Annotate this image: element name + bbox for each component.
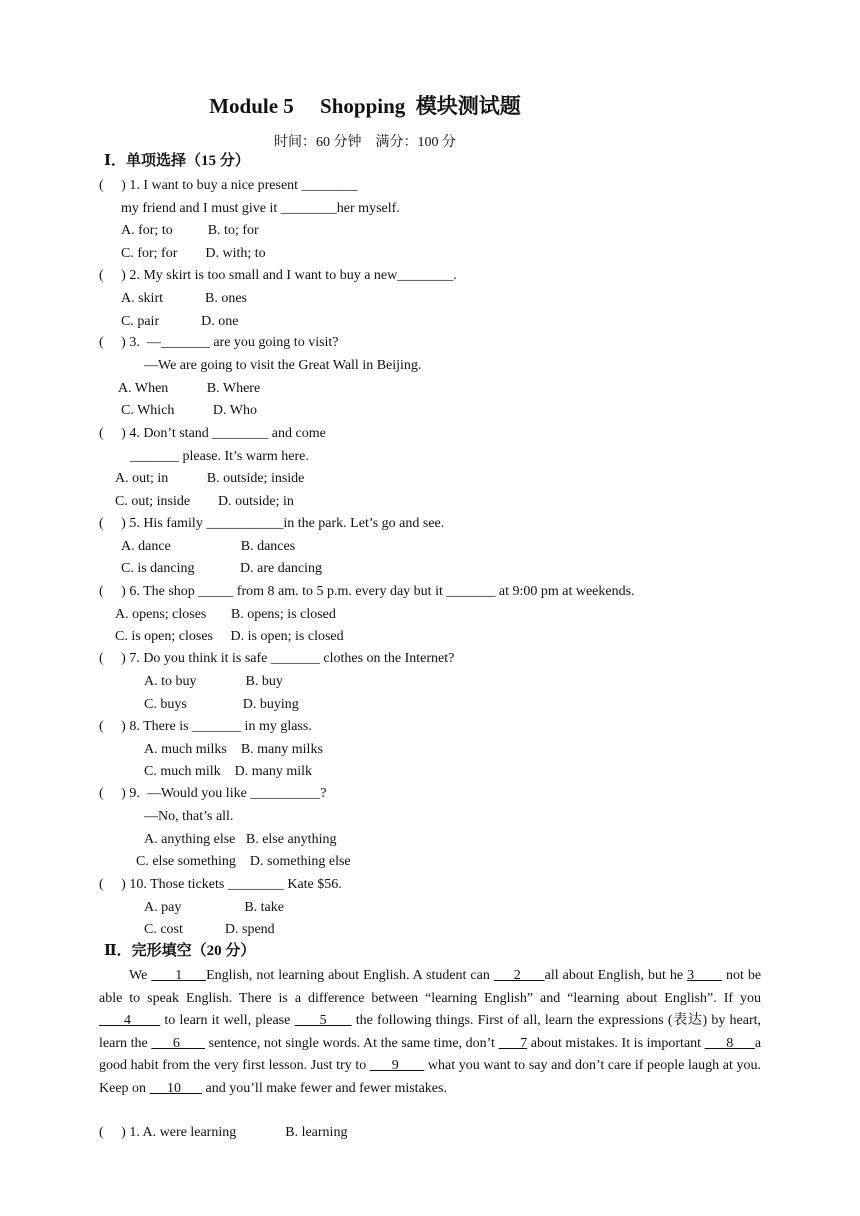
blank-6: 6 bbox=[151, 1035, 206, 1051]
question-2: ( ) 2. My skirt is too small and I want to buy a new________. bbox=[99, 268, 457, 283]
passage-text: not be able to speak English. There is a difference between “learning English” and “learning about English”. If you bbox=[99, 968, 762, 1006]
question-3-continued: —We are going to visit the Great Wall in Beijing. bbox=[144, 358, 422, 373]
question-5-options-ab: A. dance B. dances bbox=[121, 539, 296, 554]
question-9-options-cd: C. else something D. something else bbox=[136, 854, 351, 869]
question-1-continued: my friend and I must give it ________her myself. bbox=[121, 201, 400, 216]
question-10-options-ab: A. pay B. take bbox=[144, 900, 284, 915]
question-6-options-cd: C. is open; closes D. is open; is closed bbox=[115, 629, 344, 644]
passage-text: We bbox=[129, 968, 152, 983]
question-4-continued: _______ please. It’s warm here. bbox=[130, 449, 309, 464]
question-6-options-ab: A. opens; closes B. opens; is closed bbox=[115, 607, 336, 622]
question-3-options-cd: C. Which D. Who bbox=[121, 403, 257, 418]
question-4-options-cd: C. out; inside D. outside; in bbox=[115, 494, 294, 509]
question-3-options-ab: A. When B. Where bbox=[118, 381, 261, 396]
question-9: ( ) 9. —Would you like __________? bbox=[99, 786, 327, 801]
passage-text: what you want to say and don’t care if people laugh at you. Keep on bbox=[99, 1058, 762, 1096]
blank-8: 8 bbox=[704, 1035, 755, 1051]
question-7-options-cd: C. buys D. buying bbox=[144, 697, 299, 712]
page-title: Module 5 Shopping 模块测试题 bbox=[209, 94, 521, 118]
question-3: ( ) 3. —_______ are you going to visit? bbox=[99, 335, 339, 350]
passage-text: to learn it well, please bbox=[160, 1013, 295, 1029]
blank-1: 1 bbox=[151, 968, 207, 983]
blank-9: 9 bbox=[369, 1058, 425, 1074]
question-9-continued: —No, that’s all. bbox=[144, 809, 234, 824]
blank-4: 4 bbox=[99, 1013, 161, 1029]
question-9-options-ab: A. anything else B. else anything bbox=[144, 832, 337, 847]
question-1: ( ) 1. I want to buy a nice present ________ bbox=[99, 178, 358, 193]
passage-text: about mistakes. It is important bbox=[527, 1035, 705, 1051]
passage-text: sentence, not single words. At the same time, don’t bbox=[205, 1035, 499, 1051]
blank-7: 7 bbox=[498, 1035, 528, 1051]
question-5: ( ) 5. His family ___________in the park. Let’s go and see. bbox=[99, 516, 445, 531]
cloze-question-1: ( ) 1. A. were learning B. learning bbox=[99, 1125, 348, 1140]
question-10: ( ) 10. Those tickets ________ Kate $56. bbox=[99, 877, 342, 892]
question-7-options-ab: A. to buy B. buy bbox=[144, 674, 283, 689]
passage-text: English, not learning about English. A student can bbox=[206, 968, 494, 983]
exam-info: 时间：60 分钟 满分：100 分 bbox=[274, 135, 456, 150]
question-5-options-cd: C. is dancing D. are dancing bbox=[121, 561, 323, 576]
passage-text: the following things. First of all, learn the expressions (表达) by heart, learn the bbox=[99, 1013, 762, 1051]
blank-2: 2 bbox=[493, 968, 545, 983]
question-7: ( ) 7. Do you think it is safe _______ clothes on the Internet? bbox=[99, 651, 455, 666]
passage-text: a good habit from the very first lesson. Just try to bbox=[99, 1035, 762, 1074]
section-2-heading: Ⅱ．完形填空（20 分） bbox=[104, 943, 256, 959]
question-2-options-cd: C. pair D. one bbox=[121, 314, 239, 329]
question-1-options-ab: A. for; to B. to; for bbox=[121, 223, 259, 238]
passage-text: and you’ll make fewer and fewer mistakes. bbox=[202, 1080, 447, 1096]
passage-text: all about English, but he bbox=[544, 968, 688, 983]
question-10-options-cd: C. cost D. spend bbox=[144, 922, 275, 937]
section-1-heading: Ⅰ．单项选择（15 分） bbox=[104, 153, 250, 169]
blank-10: 10 bbox=[149, 1080, 203, 1096]
cloze-passage bbox=[99, 965, 761, 1101]
question-4-options-ab: A. out; in B. outside; inside bbox=[115, 471, 305, 486]
question-1-options-cd: C. for; for D. with; to bbox=[121, 246, 266, 261]
question-6: ( ) 6. The shop _____ from 8 am. to 5 p.m. every day but it _______ at 9:00 pm at weekends. bbox=[99, 584, 635, 599]
question-4: ( ) 4. Don’t stand ________ and come bbox=[99, 426, 326, 441]
question-8: ( ) 8. There is _______ in my glass. bbox=[99, 719, 312, 734]
question-8-options-cd: C. much milk D. many milk bbox=[144, 764, 312, 779]
blank-3: 3 bbox=[687, 968, 722, 983]
question-8-options-ab: A. much milks B. many milks bbox=[144, 742, 323, 757]
question-2-options-ab: A. skirt B. ones bbox=[121, 291, 247, 306]
blank-5: 5 bbox=[294, 1013, 352, 1029]
